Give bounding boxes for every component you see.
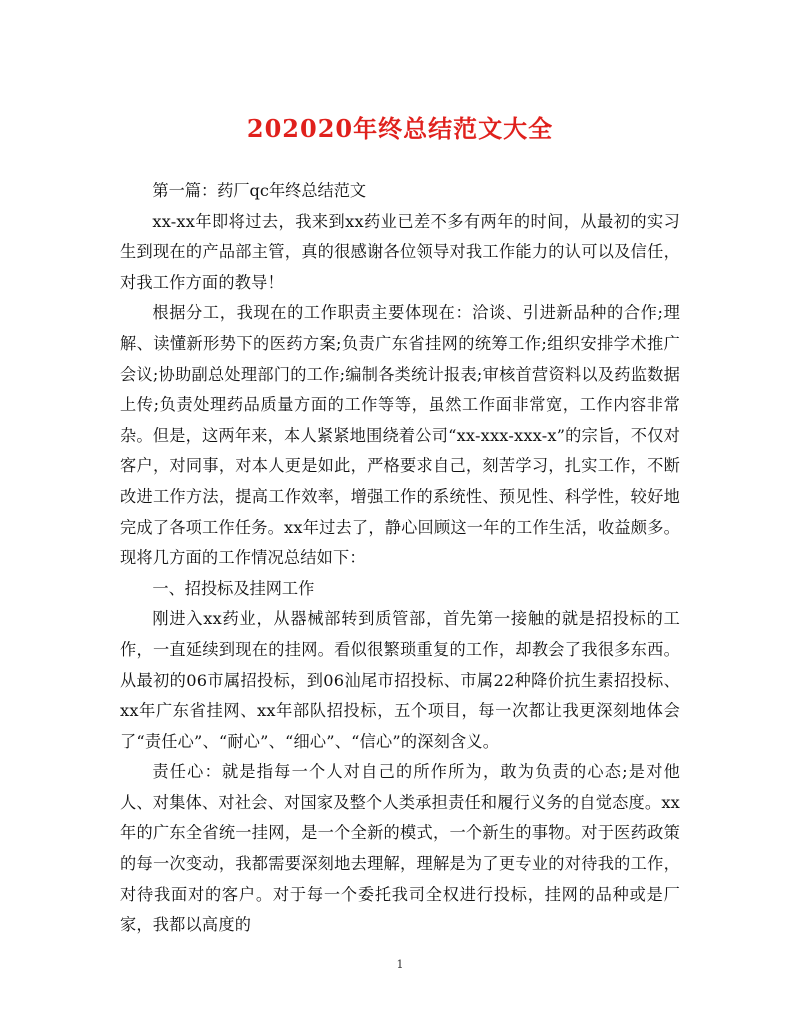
page-number: 1: [396, 958, 404, 971]
document-title: 202020年终总结范文大全: [246, 114, 554, 143]
section-heading: 第一篇：药厂qc年终总结范文: [152, 181, 367, 200]
section-heading: 一、招投标及挂网工作: [152, 578, 315, 598]
paragraph: 刚进入xx药业，从器械部转到质管部，首先第一接触的就是招投标的工作，一直延续到现在的挂网。看似很繁琐重复的工作，却教会了我很多东西。从最初的06市属招投标，到06汕尾市招投标、市属22种降价抗生素招投标、xx年广东省挂网、xx年部队招投标，五个项目，每一次都让我更深刻地体会了“责任心”、“耐心”、“细心”、“信心”的深刻含义。: [120, 609, 680, 751]
paragraph: xx-xx年即将过去，我来到xx药业已差不多有两年的时间，从最初的实习生到现在的产品部主管，真的很感谢各位领导对我工作能力的认可以及信任，对我工作方面的教导！: [120, 211, 680, 292]
paragraph: 责任心：就是指每一个人对自己的所作所为，敢为负责的心态;是对他人、对集体、对社会、对国家及整个人类承担责任和履行义务的自觉态度。xx年的广东全省统一挂网，是一个全新的模式，一个新生的事物。对于医药政策的每一次变动，我都需要深刻地去理解，理解是为了更专业的对待我的工作，对待我面对的客户。对于每一个委托我司全权进行投标，挂网的品种或是厂家，我都以高度的: [120, 762, 680, 935]
paragraph: 根据分工，我现在的工作职责主要体现在：洽谈、引进新品种的合作;理解、读懂新形势下的医药方案;负责广东省挂网的统筹工作;组织安排学术推广会议;协助副总处理部门的工作;编制各类统计报表;审核首营资料以及药监数据上传;负责处理药品质量方面的工作等等，虽然工作面非常宽，工作内容非常杂。但是，这两年来，本人紧紧地围绕着公司“xx-xxx-xxx-x”的宗旨，不仅对客户，对同事，对本人更是如此，严格要求自己，刻苦学习，扎实工作，不断改进工作方法，提高工作效率，增强工作的系统性、预见性、科学性，较好地完成了各项工作任务。xx年过去了，静心回顾这一年的工作生活，收益颇多。现将几方面的工作情况总结如下：: [120, 303, 680, 568]
document-body: [120, 176, 680, 941]
